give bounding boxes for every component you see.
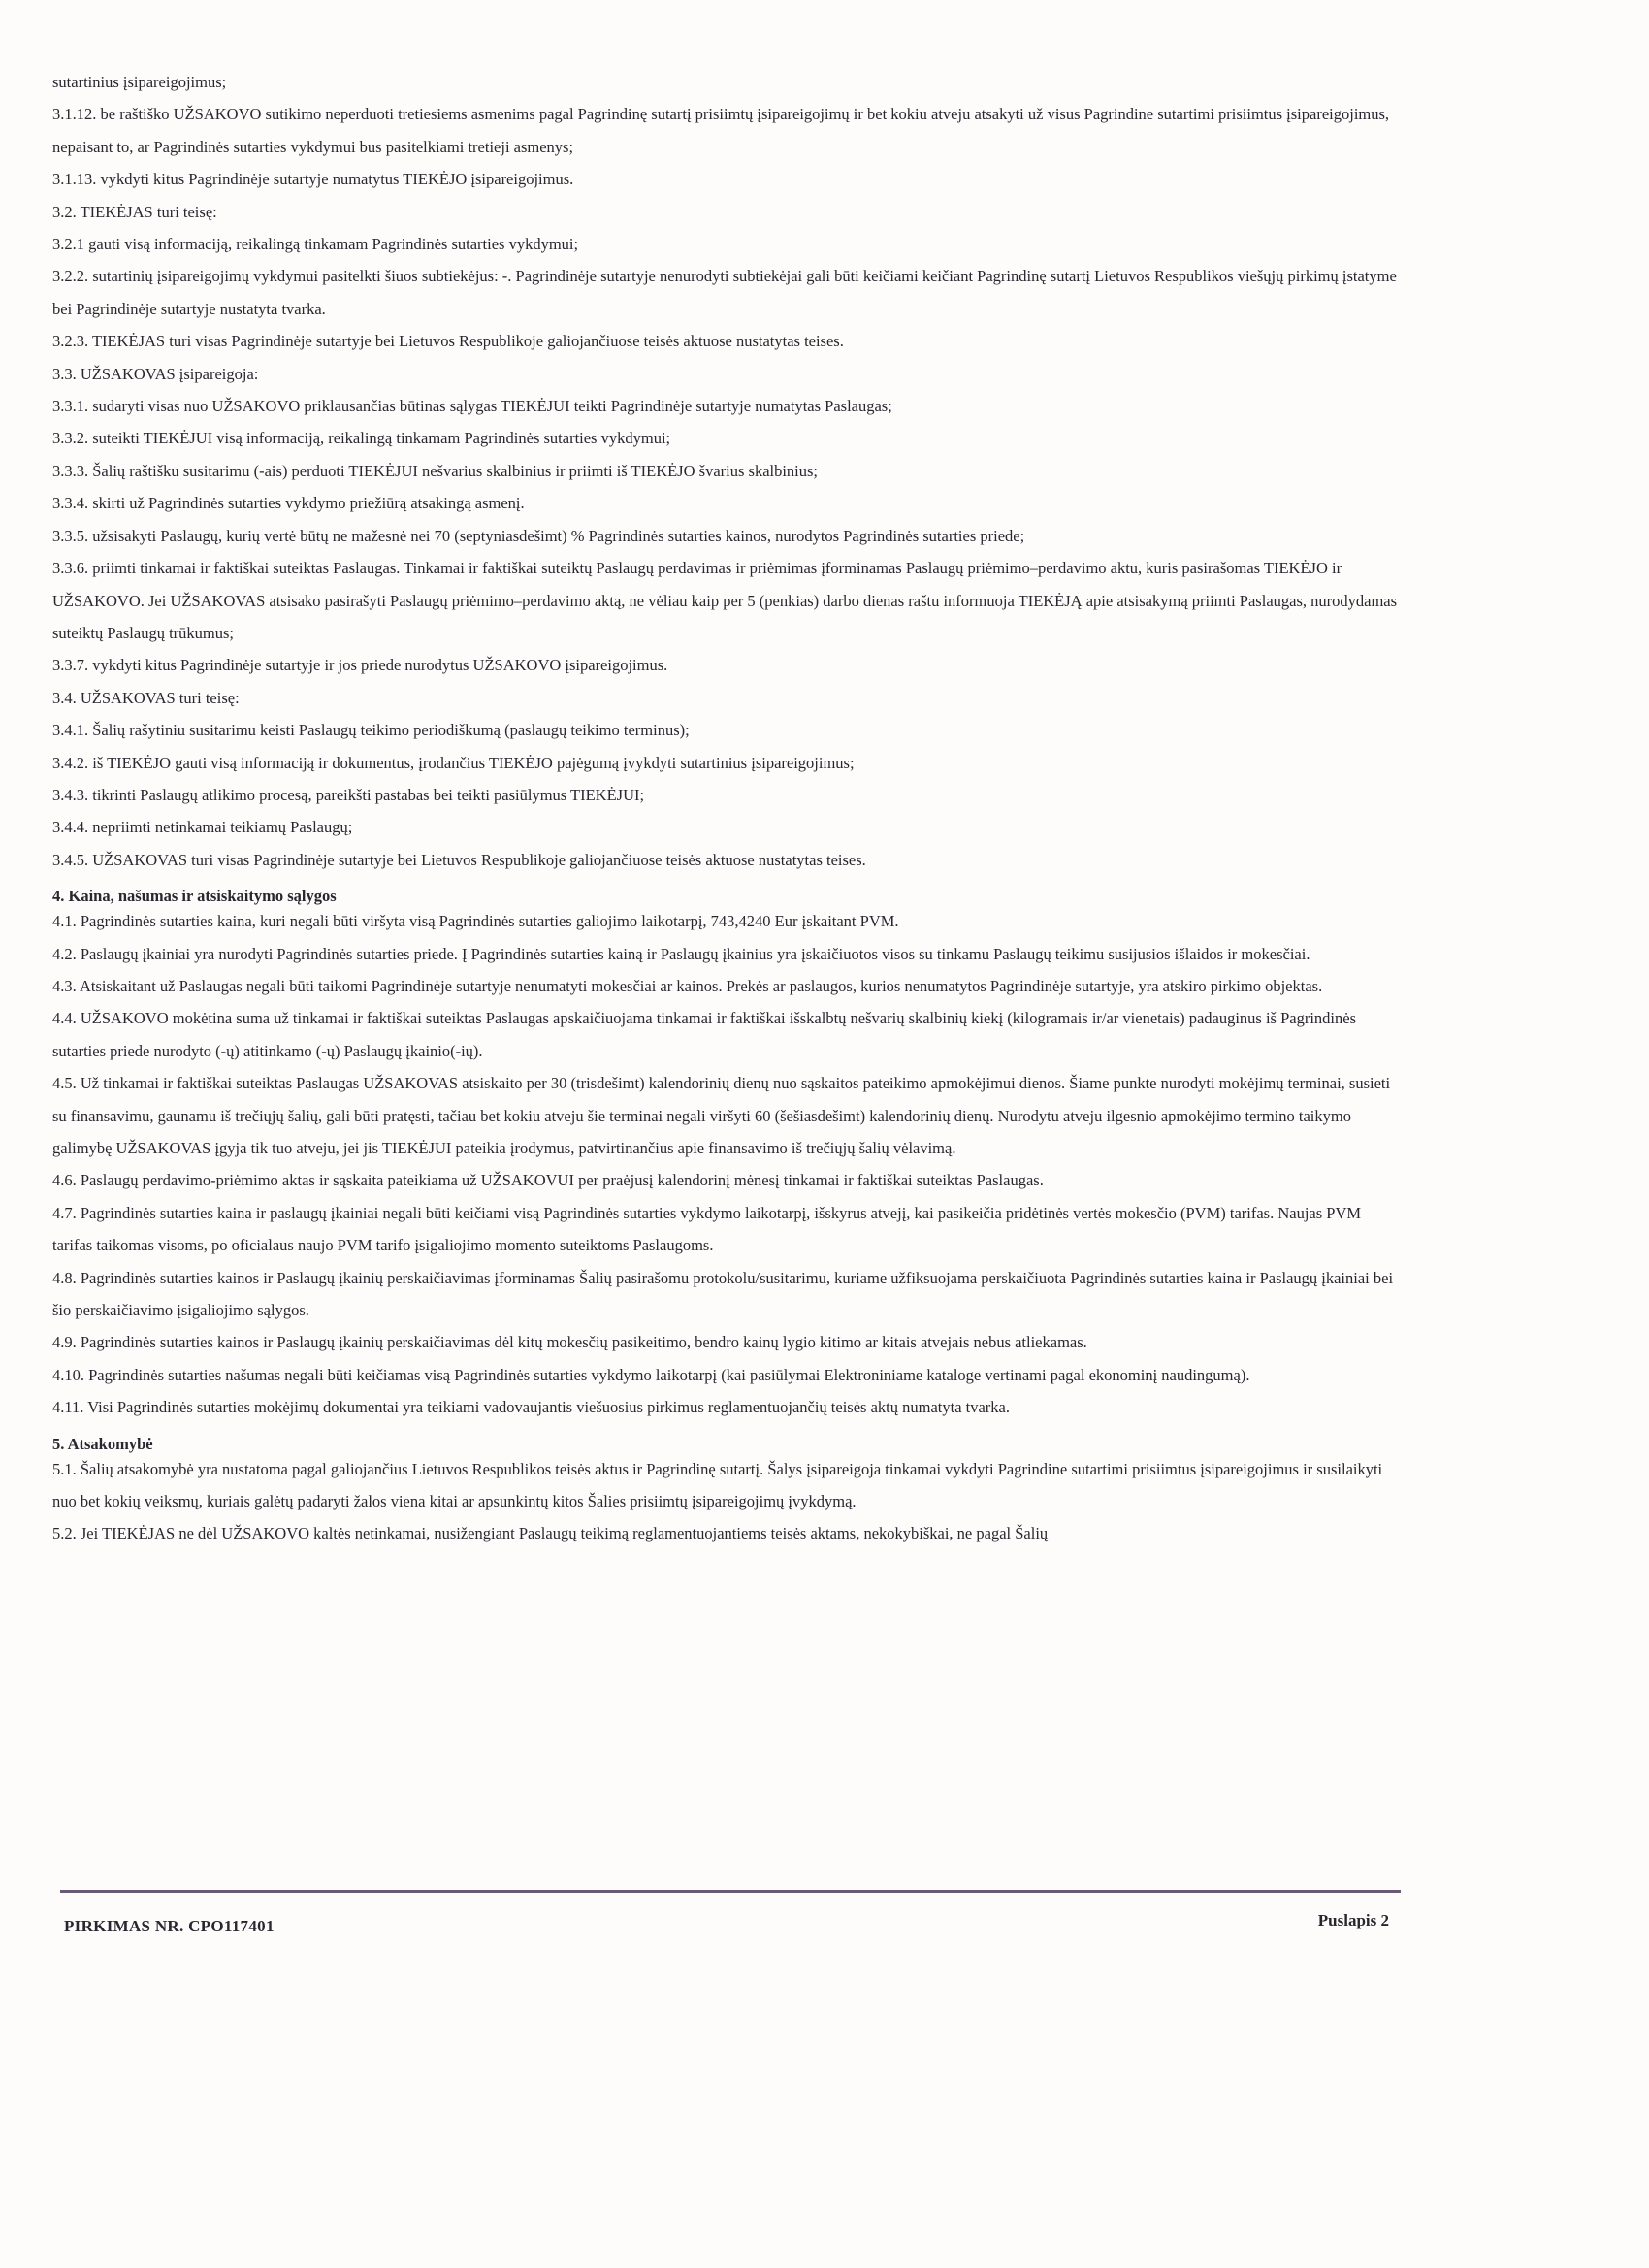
paragraph: 4.9. Pagrindinės sutarties kainos ir Paslaugų įkainių perskaičiavimas dėl kitų mokesčių pasikeitimo, bendro kainų lygio kitimo ar kitais atvejais nebus atliekamas. xyxy=(52,1333,1087,1352)
paragraph: 4.3. Atsiskaitant už Paslaugas negali būti taikomi Pagrindinėje sutartyje nenumatyti mokesčiai ar kainos. Prekės ar paslaugos, kurios nenumatytos Pagrindinėje sutartyje, yra atskiro pirkimo objektas. xyxy=(52,976,1323,995)
paragraph: 3.3.7. vykdyti kitus Pagrindinėje sutartyje ir jos priede nurodytus UŽSAKOVO įsipareigojimus. xyxy=(52,656,668,675)
paragraph: 3.3.5. užsisakyti Paslaugų, kurių vertė būtų ne mažesnė nei 70 (septyniasdešimt) % Pagrindinės sutarties kainos, nurodytos Pagrindinės sutarties priede; xyxy=(52,526,1025,545)
page-number: Puslapis 2 xyxy=(1317,1911,1389,1929)
paragraph: 3.4.3. tikrinti Paslaugų atlikimo procesą, pareikšti pastabas bei teikti pasiūlymus TIEKĖJUI; xyxy=(52,785,645,804)
section-4-heading: 4. Kaina, našumas ir atsiskaitymo sąlygos xyxy=(52,887,337,906)
paragraph: 3.3.6. priimti tinkamai ir faktiškai suteiktas Paslaugas. Tinkamai ir faktiškai suteiktų Paslaugų perdavimas ir priėmimas įforminamas Paslaugų priėmimo–perdavimo aktu, kuris pasirašomas TIEKĖJO ir UŽSAKOVO. Jei UŽSAKOVAS atsisako pasirašyti Paslaugų priėmimo–perdavimo aktą, ne vėliau kaip per 5 (penkias) darbo dienas raštu informuoja TIEKĖJĄ apie atsisakymą priimti Paslaugas, nurodydamas suteiktų Paslaugų trūkumus; xyxy=(52,559,1398,642)
procurement-number: PIRKIMAS NR. CPO117401 xyxy=(64,1917,275,1935)
paragraph: 4.4. UŽSAKOVO mokėtina suma už tinkamai ir faktiškai suteiktas Paslaugas apskaičiuojama tinkamai ir faktiškai išskalbtų nešvarių skalbinių kiekį (kilogramais ir/ar vienetais) padauginus iš Pagrindinės sutarties priede nurodyto (-ų) atitinkamo (-ų) Paslaugų įkainio(-ių). xyxy=(52,1009,1357,1060)
paragraph: sutartinius įsipareigojimus; xyxy=(52,73,227,91)
section-3-continued xyxy=(52,66,1401,876)
paragraph: 5.2. Jei TIEKĖJAS ne dėl UŽSAKOVO kaltės netinkamai, nusižengiant Paslaugų teikimą reglamentuojantiems teisės aktams, nekokybiškai, ne pagal Šalių xyxy=(52,1524,1049,1543)
paragraph: 4.5. Už tinkamai ir faktiškai suteiktas Paslaugas UŽSAKOVAS atsiskaito per 30 (trisdešimt) kalendorinių dienų nuo sąskaitos pateikimo apmokėjimui dienos. Šiame punkte nurodyti mokėjimų terminai, susieti su finansavimu, gaunamu iš trečiųjų šalių, gali būti pratęsti, tačiau bet kokiu atveju šie terminai negali viršyti 60 (šešiasdešimt) kalendorinių dienų. Nurodytu atveju ilgesnio apmokėjimo termino taikymo galimybę UŽSAKOVAS įgyja tik tuo atveju, jei jis TIEKĖJUI pateikia įrodymus, patvirtinančius apie finansavimo iš trečiųjų šalių vėlavimą. xyxy=(52,1074,1391,1157)
section-4-body xyxy=(52,905,1401,1424)
document-body xyxy=(52,66,1401,1550)
paragraph: 3.1.13. vykdyti kitus Pagrindinėje sutartyje numatytus TIEKĖJO įsipareigojimus. xyxy=(52,170,574,189)
paragraph: 3.2.3. TIEKĖJAS turi visas Pagrindinėje sutartyje bei Lietuvos Respublikoje galiojančiuose teisės aktuose nustatytas teises. xyxy=(52,332,844,351)
paragraph: 4.8. Pagrindinės sutarties kainos ir Paslaugų įkainių perskaičiavimas įforminamas Šalių pasirašomu protokolu/susitarimu, kuriame užfiksuojama perskaičiuota Pagrindinės sutarties kaina ir Paslaugų įkainiai bei šio perskaičiavimo įsigaliojimo sąlygos. xyxy=(52,1268,1394,1320)
paragraph: 3.2.2. sutartinių įsipareigojimų vykdymui pasitelkti šiuos subtiekėjus: -. Pagrindinėje sutartyje nenurodyti subtiekėjai gali būti keičiami keičiant Pagrindinę sutartį Lietuvos Respublikos viešųjų pirkimų įstatyme bei Pagrindinėje sutartyje nustatyta tvarka. xyxy=(52,267,1397,318)
paragraph: 3.1.12. be raštiško UŽSAKOVO sutikimo neperduoti tretiesiems asmenims pagal Pagrindinę sutartį prisiimtų įsipareigojimų ir bet kokiu atveju atsakyti už visus Pagrindine sutartimi prisiimtus įsipareigojimus, nepaisant to, ar Pagrindinės sutarties vykdymui bus pasitelkiami tretieji asmenys; xyxy=(52,105,1390,156)
paragraph: 3.3. UŽSAKOVAS įsipareigoja: xyxy=(52,364,259,383)
paragraph: 3.3.2. suteikti TIEKĖJUI visą informaciją, reikalingą tinkamam Pagrindinės sutarties vykdymui; xyxy=(52,429,671,448)
paragraph: 3.2. TIEKĖJAS turi teisę: xyxy=(52,202,217,221)
paragraph: 3.4.1. Šalių rašytiniu susitarimu keisti Paslaugų teikimo periodiškumą (paslaugų teikimo terminus); xyxy=(52,721,690,740)
paragraph: 5.1. Šalių atsakomybė yra nustatoma pagal galiojančius Lietuvos Respublikos teisės aktus ir Pagrindinę sutartį. Šalys įsipareigoja tinkamai vykdyti Pagrindine sutartimi prisiimtus įsipareigojimus ir susilaikyti nuo bet kokių veiksmų, kuriais galėtų padaryti žalos viena kitai ar apsunkintų kitos Šalies prisiimtų įsipareigojimų įvykdymą. xyxy=(52,1459,1383,1511)
paragraph: 4.2. Paslaugų įkainiai yra nurodyti Pagrindinės sutarties priede. Į Pagrindinės sutarties kainą ir Paslaugų įkainius yra įskaičiuotos visos su tinkamu Paslaugų teikimu susijusios išlaidos ir mokesčiai. xyxy=(52,944,1310,963)
paragraph: 4.11. Visi Pagrindinės sutarties mokėjimų dokumentai yra teikiami vadovaujantis viešuosius pirkimus reglamentuojančių teisės aktų numatyta tvarka. xyxy=(52,1398,1010,1417)
paragraph: 3.3.1. sudaryti visas nuo UŽSAKOVO priklausančias būtinas sąlygas TIEKĖJUI teikti Pagrindinėje sutartyje numatytas Paslaugas; xyxy=(52,397,892,416)
paragraph: 4.7. Pagrindinės sutarties kaina ir paslaugų įkainiai negali būti keičiami visą Pagrindinės sutarties vykdymo laikotarpį, išskyrus atvejį, kai pasikeičia pridėtinės vertės mokesčio (PVM) tarifas. Naujas PVM tarifas taikomas visoms, po oficialaus naujo PVM tarifo įsigaliojimo momento suteiktoms Paslaugoms. xyxy=(52,1203,1362,1255)
paragraph: 3.3.4. skirti už Pagrindinės sutarties vykdymo priežiūrą atsakingą asmenį. xyxy=(52,494,525,513)
paragraph: 3.4.2. iš TIEKĖJO gauti visą informaciją ir dokumentus, įrodančius TIEKĖJO pajėgumą įvykdyti sutartinius įsipareigojimus; xyxy=(52,753,855,772)
paragraph: 4.10. Pagrindinės sutarties našumas negali būti keičiamas visą Pagrindinės sutarties vykdymo laikotarpį (kai pasiūlymai Elektroniniame kataloge vertinami pagal ekonominį naudingumą). xyxy=(52,1365,1250,1384)
paragraph: 3.3.3. Šalių raštišku susitarimu (-ais) perduoti TIEKĖJUI nešvarius skalbinius ir priimti iš TIEKĖJO švarius skalbinius; xyxy=(52,461,819,480)
paragraph: 3.4.4. nepriimti netinkamai teikiamų Paslaugų; xyxy=(52,818,353,837)
section-5-heading: 5. Atsakomybė xyxy=(52,1434,153,1453)
paragraph: 3.4.5. UŽSAKOVAS turi visas Pagrindinėje sutartyje bei Lietuvos Respublikoje galiojančiuose teisės aktuose nustatytas teises. xyxy=(52,850,866,869)
section-5-body xyxy=(52,1453,1401,1550)
footer-divider xyxy=(60,1890,1401,1893)
paragraph: 4.1. Pagrindinės sutarties kaina, kuri negali būti viršyta visą Pagrindinės sutarties galiojimo laikotarpį, 743,4240 Eur įskaitant PVM. xyxy=(52,912,899,931)
paragraph: 3.2.1 gauti visą informaciją, reikalingą tinkamam Pagrindinės sutarties vykdymui; xyxy=(52,235,579,254)
paragraph: 4.6. Paslaugų perdavimo-priėmimo aktas ir sąskaita pateikiama už UŽSAKOVUI per praėjusį kalendorinį mėnesį tinkamai ir faktiškai suteiktas Paslaugas. xyxy=(52,1171,1044,1190)
paragraph: 3.4. UŽSAKOVAS turi teisę: xyxy=(52,688,240,707)
